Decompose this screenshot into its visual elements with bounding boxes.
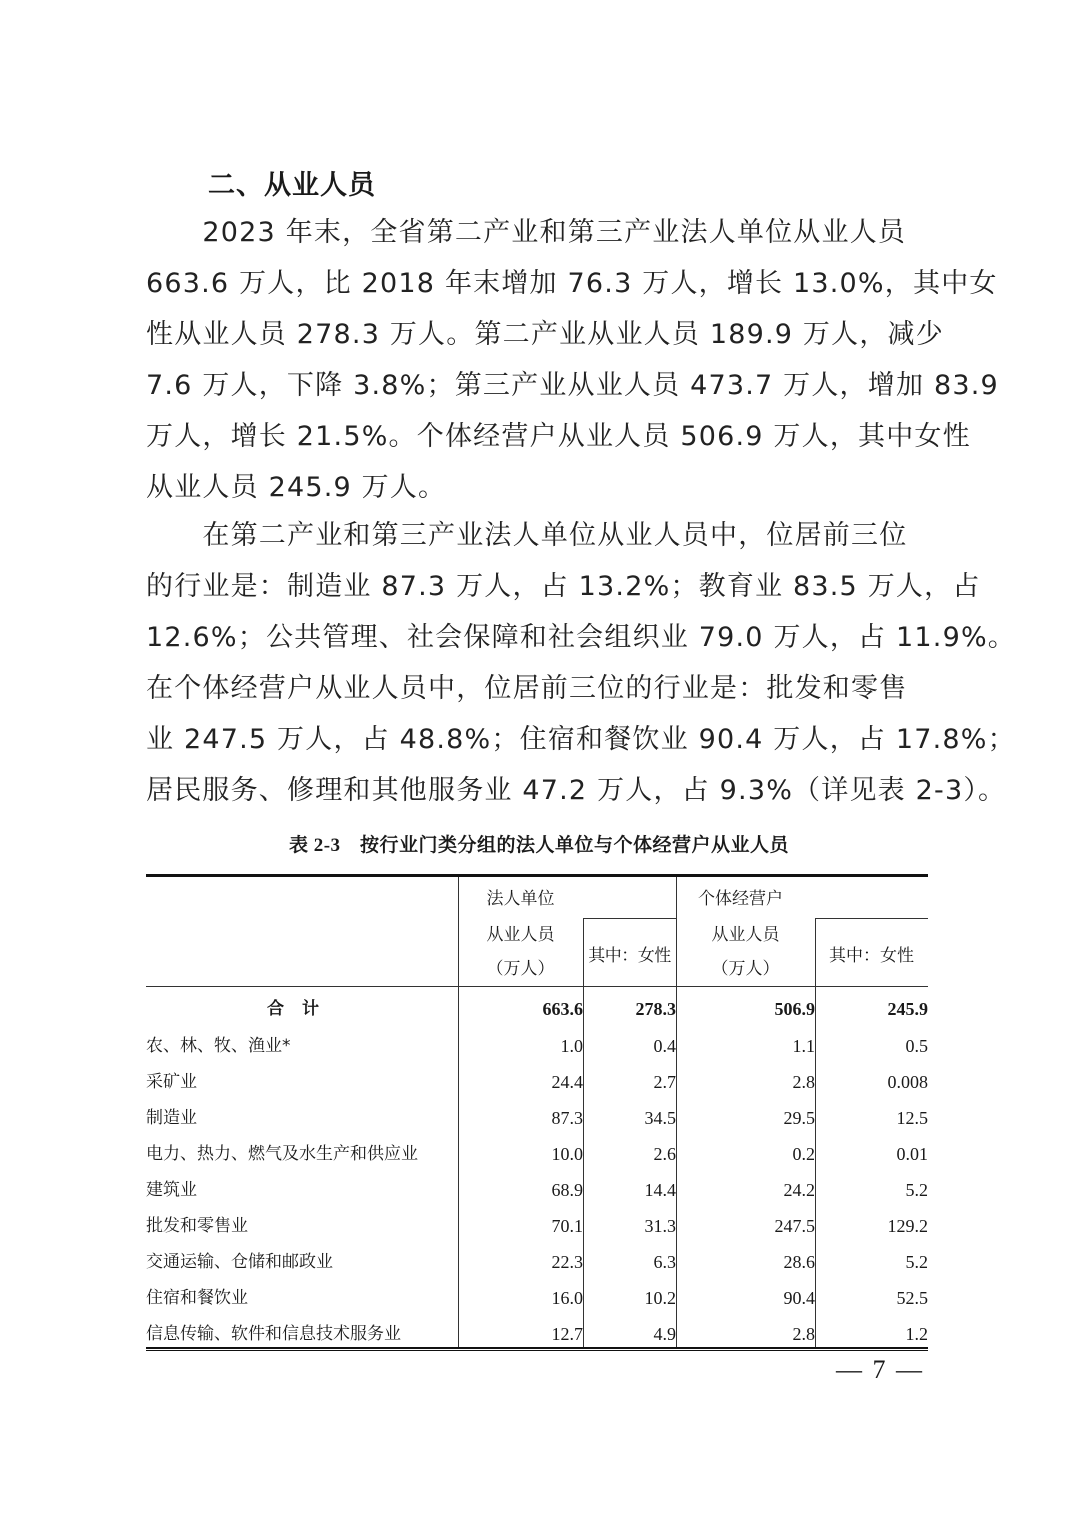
cell-legal-employees: 12.7	[551, 1324, 583, 1344]
cell-individual-female: 5.2	[905, 1252, 928, 1272]
table-row	[146, 1316, 928, 1352]
cell-individual-employees: 0.2	[792, 1144, 815, 1164]
cell-legal-female: 2.6	[653, 1144, 676, 1164]
cell-legal-female: 4.9	[653, 1324, 676, 1344]
paragraph-line: 从业人员 245.9 万人。	[146, 472, 447, 503]
row-label: 制造业	[146, 1108, 197, 1128]
row-label: 建筑业	[146, 1180, 197, 1200]
cell-legal-employees: 68.9	[551, 1180, 583, 1200]
cell-individual-employees: 247.5	[774, 1216, 815, 1236]
cell-individual-female: 0.008	[887, 1072, 928, 1092]
cell-legal-employees: 70.1	[551, 1216, 583, 1236]
row-label: 电力、热力、燃气及水生产和供应业	[146, 1144, 418, 1164]
table-top-rule	[146, 874, 928, 877]
table-row	[146, 1028, 928, 1064]
cell-legal-female: 34.5	[644, 1108, 676, 1128]
header-individual-business: 个体经营户	[698, 889, 783, 909]
table-row	[146, 1064, 928, 1100]
row-label: 合计	[267, 999, 337, 1019]
cell-legal-female: 6.3	[653, 1252, 676, 1272]
cell-legal-female: 31.3	[644, 1216, 676, 1236]
cell-individual-employees: 29.5	[783, 1108, 815, 1128]
row-label: 采矿业	[146, 1072, 197, 1092]
header-legal-employees: 从业人员	[486, 925, 555, 945]
subheader-rule	[583, 918, 676, 919]
row-label: 交通运输、仓储和邮政业	[146, 1252, 333, 1272]
cell-legal-female: 2.7	[653, 1072, 676, 1092]
cell-individual-employees: 24.2	[783, 1180, 815, 1200]
header-legal-unit: （万人）	[486, 959, 555, 979]
header-individual-female: 其中：女性	[829, 946, 914, 966]
subheader-rule	[815, 918, 928, 919]
paragraph-line: 663.6 万人，比 2018 年末增加 76.3 万人，增长 13.0%，其中女	[146, 268, 998, 299]
cell-individual-employees: 28.6	[783, 1252, 815, 1272]
table-row	[146, 1136, 928, 1172]
cell-legal-employees: 22.3	[551, 1252, 583, 1272]
cell-individual-employees: 2.8	[792, 1324, 815, 1344]
cell-individual-female: 12.5	[896, 1108, 928, 1128]
row-label: 农、林、牧、渔业*	[146, 1036, 291, 1056]
paragraph-line: 2023 年末，全省第二产业和第三产业法人单位从业人员	[146, 217, 907, 248]
header-legal-entity: 法人单位	[486, 889, 555, 909]
cell-legal-employees: 24.4	[551, 1072, 583, 1092]
paragraph-line: 的行业是：制造业 87.3 万人，占 13.2%；教育业 83.5 万人，占	[146, 571, 981, 602]
paragraph-line: 万人，增长 21.5%。个体经营户从业人员 506.9 万人，其中女性	[146, 421, 971, 452]
paragraph-line: 居民服务、修理和其他服务业 47.2 万人，占 9.3%（详见表 2-3）。	[146, 775, 1007, 806]
table-row	[146, 1172, 928, 1208]
header-individual-unit: （万人）	[711, 959, 780, 979]
cell-legal-female: 278.3	[635, 999, 676, 1019]
cell-individual-female: 245.9	[887, 999, 928, 1019]
table-row-total	[146, 991, 928, 1027]
cell-legal-female: 10.2	[644, 1288, 676, 1308]
table-row	[146, 1280, 928, 1316]
table-row	[146, 1208, 928, 1244]
cell-individual-female: 5.2	[905, 1180, 928, 1200]
paragraph-top-industries	[146, 510, 1017, 816]
cell-legal-employees: 663.6	[542, 999, 583, 1019]
row-label: 住宿和餐饮业	[146, 1288, 248, 1308]
cell-individual-female: 0.5	[905, 1036, 928, 1056]
cell-legal-employees: 16.0	[551, 1288, 583, 1308]
cell-individual-employees: 506.9	[774, 999, 815, 1019]
paragraph-line: 7.6 万人，下降 3.8%；第三产业从业人员 473.7 万人，增加 83.9	[146, 370, 999, 401]
row-label: 批发和零售业	[146, 1216, 248, 1236]
table-row	[146, 1100, 928, 1136]
cell-individual-female: 52.5	[896, 1288, 928, 1308]
paragraph-line: 业 247.5 万人，占 48.8%；住宿和餐饮业 90.4 万人，占 17.8%；	[146, 724, 1016, 755]
paragraph-employment-summary	[146, 207, 999, 513]
cell-legal-employees: 87.3	[551, 1108, 583, 1128]
paragraph-line: 12.6%；公共管理、社会保障和社会组织业 79.0 万人，占 11.9%。	[146, 622, 1017, 653]
table-caption: 表 2-3 按行业门类分组的法人单位与个体经营户从业人员	[288, 835, 790, 856]
table-header-separator	[146, 986, 928, 987]
page-number: — 7 —	[836, 1355, 924, 1384]
cell-individual-employees: 90.4	[783, 1288, 815, 1308]
header-legal-female: 其中：女性	[588, 946, 671, 966]
cell-legal-female: 14.4	[644, 1180, 676, 1200]
row-label: 信息传输、软件和信息技术服务业	[146, 1324, 401, 1344]
paragraph-line: 性从业人员 278.3 万人。第二产业从业人员 189.9 万人，减少	[146, 319, 944, 350]
cell-individual-female: 1.2	[905, 1324, 928, 1344]
cell-individual-female: 129.2	[887, 1216, 928, 1236]
paragraph-line: 在个体经营户从业人员中，位居前三位的行业是：批发和零售	[146, 673, 908, 704]
table-row	[146, 1244, 928, 1280]
cell-individual-employees: 1.1	[792, 1036, 815, 1056]
cell-legal-employees: 1.0	[560, 1036, 583, 1056]
header-individual-employees: 从业人员	[711, 925, 780, 945]
cell-individual-employees: 2.8	[792, 1072, 815, 1092]
paragraph-line: 在第二产业和第三产业法人单位从业人员中，位居前三位	[146, 520, 908, 551]
section-heading: 二、从业人员	[208, 170, 376, 201]
cell-legal-female: 0.4	[653, 1036, 676, 1056]
cell-individual-female: 0.01	[896, 1144, 928, 1164]
cell-legal-employees: 10.0	[551, 1144, 583, 1164]
